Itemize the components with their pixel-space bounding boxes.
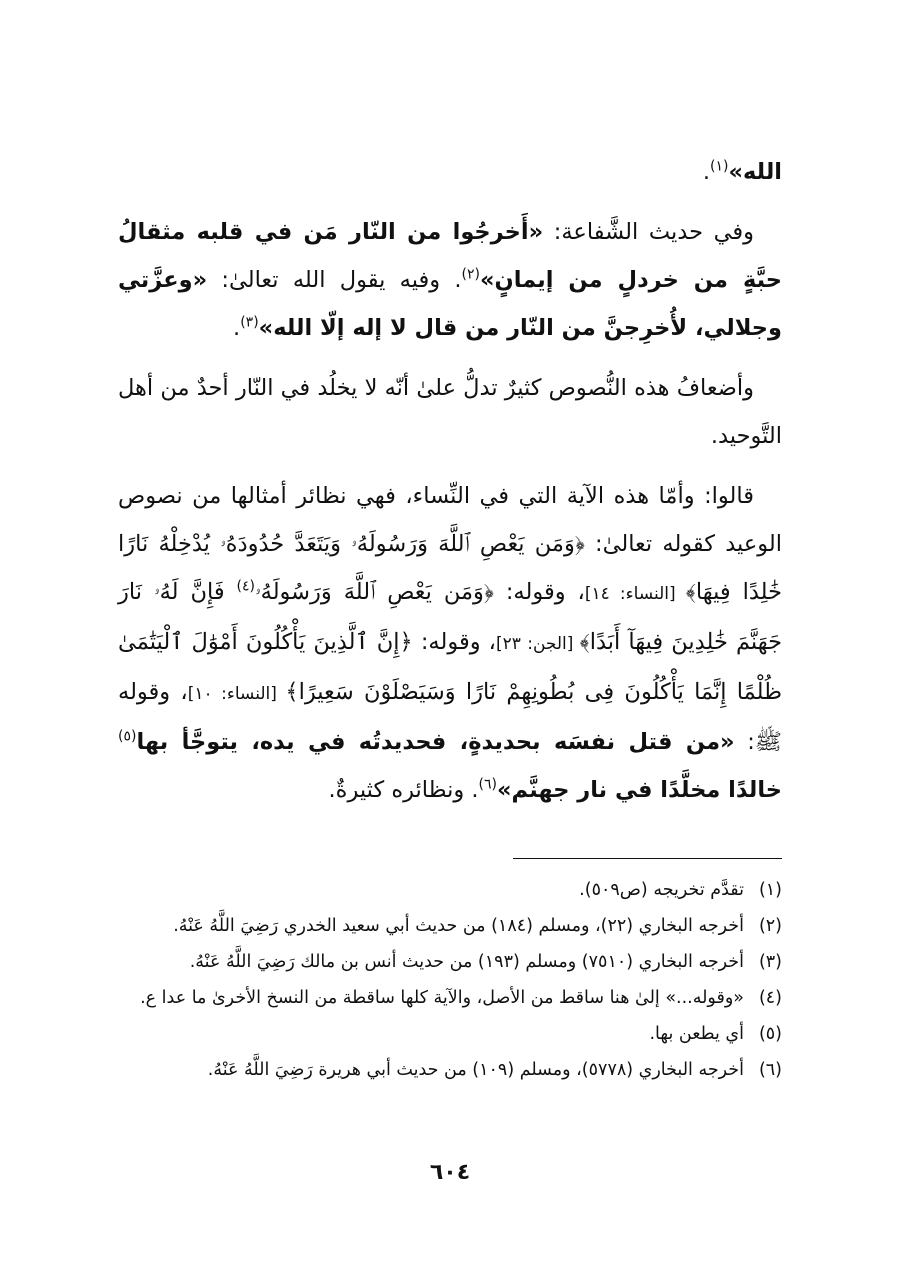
footnote-number: (٦) (758, 1060, 782, 1080)
verse-reference: [النساء: ١٠] (187, 684, 286, 704)
footnote-item (118, 908, 782, 944)
paragraph-3: وأضعافُ هذه النُّصوص كثيرٌ تدلُّ علىٰ أنّه لا يخلُد في النّار أحدٌ من أهل التَّوحيد. (118, 375, 782, 449)
footnote-divider (513, 858, 782, 859)
footnote-ref-4: (٤) (236, 578, 256, 595)
footnote-number: (٥) (758, 1024, 782, 1044)
hadith-quote: «أَخرجُوا من النّار مَن في قلبه مثقالُ حبَّةٍ من خردلٍ من إيمانٍ» (118, 219, 782, 293)
paragraph-2 (118, 208, 782, 352)
verse-reference: [النساء: ١٤] (584, 584, 686, 604)
footnote-text: أي يطعن بها. (649, 1024, 744, 1044)
punctuation: . (702, 159, 710, 185)
footnote-ref-3: (٣) (240, 314, 259, 331)
footnote-number: (٣) (758, 952, 782, 972)
quran-verse: ﴿وَمَن يَعْصِ ٱللَّهَ وَرَسُولَهُۥ وَيَتَعَدَّ حُدُودَهُۥ يُدْخِلْهُ نَارًا خَٰلِدًا فِيهَا﴾ (118, 531, 783, 605)
footnote-number: (١) (758, 880, 782, 900)
footnote-text: أخرجه البخاري (٢٢)، ومسلم (١٨٤) من حديث أبي سعيد الخدري رَضِيَ اللَّهُ عَنْهُ. (173, 916, 744, 936)
footnote-item (118, 980, 782, 1016)
quran-verse: فَإِنَّ لَهُۥ نَارَ جَهَنَّمَ خَٰلِدِينَ فِيهَآ أَبَدًا﴾ (118, 579, 783, 655)
text-span: ، وقوله ﷺ: (118, 679, 782, 755)
footnote-text: أخرجه البخاري (٧٥١٠) ومسلم (١٩٣) من حديث أنس بن مالك رَضِيَ اللَّهُ عَنْهُ. (189, 952, 744, 972)
text-span: قالوا: وأمّا هذه الآية التي في النِّساء، فهي نظائر أمثالها من نصوص الوعيد كقوله تعالىٰ: (118, 483, 782, 557)
text-span: . وفيه يقول الله تعالىٰ: (207, 267, 462, 293)
text-span: ، وقوله: (493, 579, 585, 605)
footnote-ref-5: (٥) (118, 728, 137, 745)
verse-reference: [الجن: ٢٣] (495, 634, 580, 654)
page-number: ٦٠٤ (429, 1160, 471, 1185)
text-span: ، وقوله: (412, 629, 496, 655)
hadith-quote: «من قتل نفسَه بحديدةٍ، فحديدتُه في يده، يتوجَّأ بها (136, 729, 735, 755)
footnote-number: (٢) (758, 916, 782, 936)
paragraph-1 (118, 148, 782, 196)
text-span: وفي حديث الشَّفاعة: (543, 219, 755, 245)
footnote-item (118, 1016, 782, 1052)
footnote-text: تقدَّم تخريجه (ص٥٠٩). (579, 880, 744, 900)
footnote-text: أخرجه البخاري (٥٧٧٨)، ومسلم (١٠٩) من حديث أبي هريرة رَضِيَ اللَّهُ عَنْهُ. (207, 1060, 744, 1080)
quran-verse: ﴿وَمَن يَعْصِ ٱللَّهَ وَرَسُولَهُۥ (255, 579, 494, 605)
paragraph-4 (118, 472, 782, 814)
footnote-item (118, 872, 782, 908)
footnote-item (118, 944, 782, 980)
hadith-fragment: الله» (728, 159, 782, 185)
hadith-quote: «وعزَّتي وجلالي، لأُخرِجنَّ من النّار من قال لا إله إلّا الله» (118, 267, 782, 341)
footnote-ref-2: (٢) (461, 266, 481, 283)
footnote-item (118, 1052, 782, 1088)
punctuation: . (233, 315, 241, 341)
footnote-text: «وقوله...» إلىٰ هنا ساقط من الأصل، والآية كلها ساقطة من النسخ الأخرىٰ ما عدا ع. (140, 988, 744, 1008)
quran-verse: ﴿إِنَّ ٱلَّذِينَ يَأْكُلُونَ أَمْوَٰلَ ٱلْيَتَٰمَىٰ ظُلْمًا إِنَّمَا يَأْكُلُونَ فِى بُطُونِهِمْ نَارًا وَسَيَصْلَوْنَ سَعِيرًا﴾ (118, 629, 783, 705)
hadith-quote: خالدًا مخلَّدًا في نار جهنَّم» (497, 777, 782, 803)
footnote-ref-6: (٦) (478, 776, 498, 793)
footnotes (118, 872, 782, 1088)
footnote-number: (٤) (758, 988, 782, 1008)
main-text (118, 148, 782, 826)
text-span: . ونظائره كثيرةٌ. (328, 777, 479, 803)
footnote-ref-1: (١) (710, 158, 729, 175)
